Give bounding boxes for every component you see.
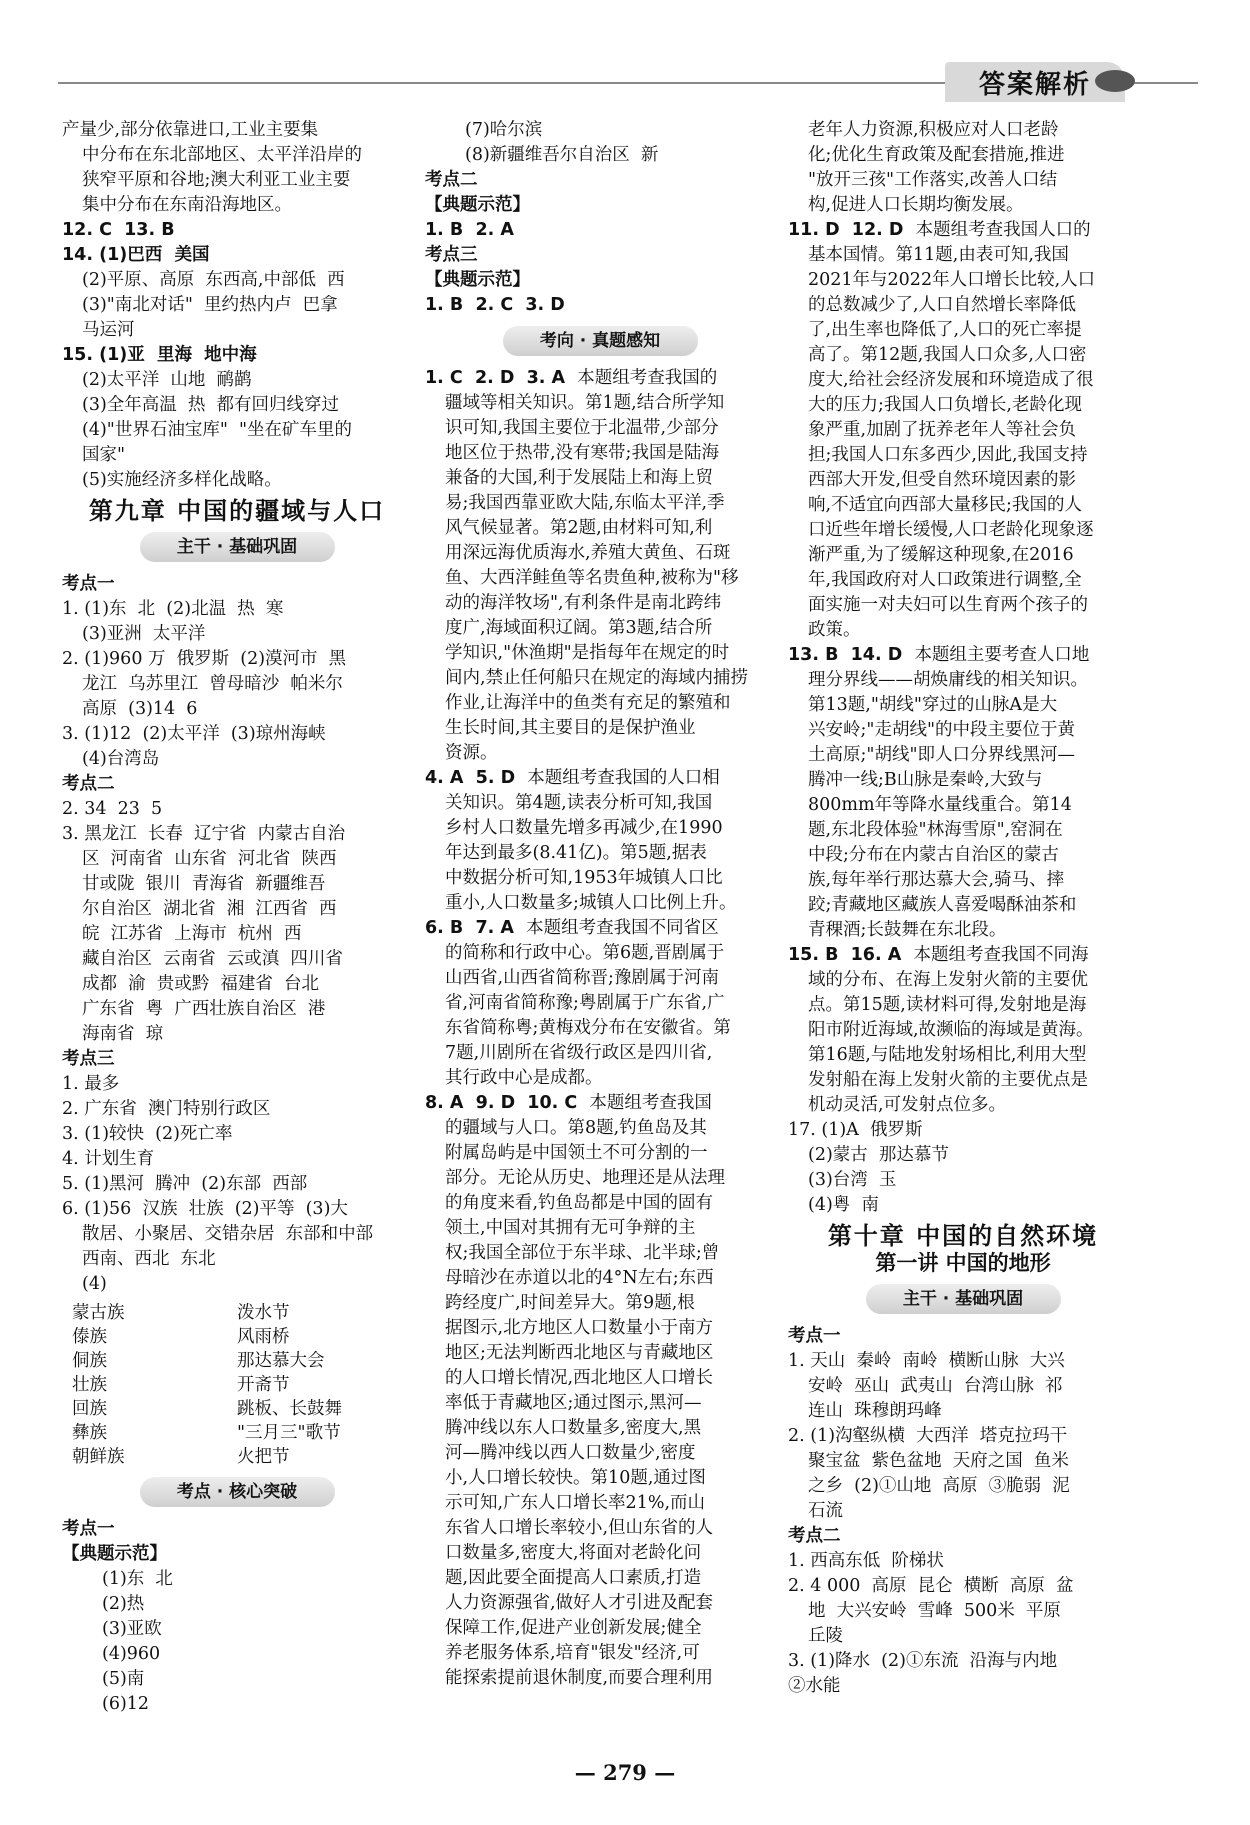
text-line: 7题,川剧所在省级行政区是四川省,: [445, 1043, 713, 1063]
text-line: 的疆域与人口。第8题,钓鱼岛及其: [445, 1118, 707, 1138]
text-line: 关知识。第4题,读表分析可知,我国: [445, 793, 713, 813]
text-line: 山西省,山西省简称晋;豫剧属于河南: [445, 968, 719, 988]
text-line: 人力资源强省,做好人才引进及配套: [445, 1593, 714, 1613]
text-line: 地区;无法判断西北地区与青藏地区: [445, 1343, 714, 1363]
text-line: 回族: [72, 1399, 107, 1419]
text-line: 易;我国西靠亚欧大陆,东临太平洋,季: [445, 493, 725, 513]
text-line: "三月三"歌节: [237, 1423, 341, 1443]
text-line: 风雨桥: [237, 1327, 290, 1347]
section-banner: 主干 · 基础巩固: [140, 532, 335, 562]
kaodian-2-heading: 考点二: [425, 170, 478, 190]
column-2: [425, 118, 775, 1691]
text-line: 连山 珠穆朗玛峰: [808, 1401, 942, 1421]
text-line: (3)台湾 玉: [808, 1170, 897, 1190]
text-line: 火把节: [237, 1447, 290, 1467]
text-line: 示可知,广东人口增长率21%,而山: [445, 1493, 706, 1513]
text-line: 17. (1)A 俄罗斯: [788, 1120, 923, 1140]
text-line: 15. (1)亚 里海 地中海: [62, 345, 257, 365]
text-line: 中段;分布在内蒙古自治区的蒙古: [808, 845, 1059, 865]
text-line: 之乡 (2)①山地 高原 ③脆弱 泥: [808, 1476, 1070, 1496]
text-line: (4)960: [102, 1644, 161, 1664]
c2-top: [425, 118, 775, 168]
kaodian-3-answer: 1. B 2. C 3. D: [425, 295, 565, 315]
text-line: 2. 4 000 高原 昆仑 横断 高原 盆: [788, 1576, 1074, 1596]
text-line: (2)蒙古 那达慕节: [808, 1145, 949, 1165]
text-line: (4)粤 南: [808, 1195, 879, 1215]
text-line: 3. (1)较快 (2)死亡率: [62, 1124, 233, 1144]
text-line: 甘或陇 银川 青海省 新疆维吾: [82, 874, 326, 894]
text-line: 象严重,加剧了抚养老年人等社会负: [808, 420, 1077, 440]
text-line: 学知识,"休渔期"是指每年在规定的时: [445, 643, 730, 663]
section-banner: 主干 · 基础巩固: [866, 1284, 1061, 1314]
text-line: 间内,禁止任何船只在规定的海域内捕捞: [445, 668, 749, 688]
text-line: 年,我国政府对人口政策进行调整,全: [808, 570, 1082, 590]
kaodian-2-heading: 考点二: [788, 1526, 841, 1546]
text-line: 2. 34 23 5: [62, 799, 163, 819]
text-line: 6. (1)56 汉族 壮族 (2)平等 (3)大: [62, 1199, 348, 1219]
text-line: 中数据分析可知,1953年城镇人口比: [445, 868, 723, 888]
text-line: 生长时间,其主要目的是保护渔业: [445, 718, 696, 738]
text-line: 800mm年等降水量线重合。第14: [808, 795, 1072, 815]
text-line: 3. (1)12 (2)太平洋 (3)琼州海峡: [62, 724, 326, 744]
text-line: 成都 渝 贵或黔 福建省 台北: [82, 974, 320, 994]
text-line: 朝鲜族: [72, 1447, 125, 1467]
text-line: 领土,中国对其拥有无可争辩的主: [445, 1218, 696, 1238]
kaodian-1-answers: [62, 597, 412, 772]
text-line: 化;优化生育政策及配套措施,推进: [808, 145, 1065, 165]
text-line: 藏自治区 云南省 云或滇 四川省: [82, 949, 343, 969]
match-left-column: [72, 1301, 125, 1469]
text-line: 附属岛屿是中国领土不可分割的一: [445, 1143, 708, 1163]
text-line: 那达慕大会: [237, 1351, 325, 1371]
text-line: 风气候显著。第2题,由材料可知,利: [445, 518, 713, 538]
text-line: 老年人力资源,积极应对人口老龄: [808, 120, 1059, 140]
text-line: (2)平原、高原 东西高,中部低 西: [82, 270, 345, 290]
text-line: 彝族: [72, 1423, 107, 1443]
text-line: 政策。: [808, 620, 861, 640]
text-line: 构,促进人口长期均衡发展。: [808, 195, 1024, 215]
text-line: 狭窄平原和谷地;澳大利亚工业主要: [82, 170, 351, 190]
text-line: "放开三孩"工作落实,改善人口结: [808, 170, 1058, 190]
text-line: 率低于青藏地区;通过图示,黑河—: [445, 1393, 702, 1413]
text-line: 兼备的大国,利于发展陆上和海上贸: [445, 468, 714, 488]
text-line: 小,人口增长较快。第10题,通过图: [445, 1468, 706, 1488]
text-line: 尔自治区 湖北省 湘 江西省 西: [82, 899, 337, 919]
text-line: 据图示,北方地区人口数量小于南方: [445, 1318, 714, 1338]
text-line: 点。第15题,读材料可得,发射地是海: [808, 995, 1087, 1015]
text-line: (3)"南北对话" 里约热内卢 巴拿: [82, 295, 338, 315]
text-line: 作业,让海洋中的鱼类有充足的繁殖和: [445, 693, 731, 713]
kaodian-1-answers: [788, 1349, 1138, 1524]
text-line: 资源。: [445, 743, 498, 763]
text-line: 东省人口增长率较小,但山东省的人: [445, 1518, 714, 1538]
text-line: 保障工作,促进产业创新发展;健全: [445, 1618, 702, 1638]
text-line: 1. 最多: [62, 1074, 120, 1094]
text-line: 区 河南省 山东省 河北省 陕西: [82, 849, 337, 869]
text-line: 散居、小聚居、交错杂居 东部和中部: [82, 1224, 374, 1244]
text-line: 泼水节: [237, 1303, 290, 1323]
text-line: 2021年与2022年人口增长比较,人口: [808, 270, 1096, 290]
kaodian-2-answers: [62, 797, 412, 1047]
text-line: 西南、西北 东北: [82, 1249, 216, 1269]
text-line: 3. 黑龙江 长春 辽宁省 内蒙古自治: [62, 824, 346, 844]
text-line: 鱼、大西洋鲑鱼等名贵鱼种,被称为"移: [445, 568, 739, 588]
text-line: 省,河南省简称豫;粤剧属于广东省,广: [445, 993, 725, 1013]
kaodian-1-heading: 考点一: [62, 574, 115, 594]
text-line: 8. A 9. D 10. C 本题组考查我国: [425, 1093, 712, 1113]
text-line: 2. (1)沟壑纵横 大西洋 塔克拉玛干: [788, 1426, 1068, 1446]
kaodian-heading: 考点一: [62, 1519, 115, 1539]
text-line: 15. B 16. A 本题组考查我国不同海: [788, 945, 1089, 965]
text-line: 皖 江苏省 上海市 杭州 西: [82, 924, 302, 944]
lecture-1-title: 第一讲 中国的地形: [875, 1251, 1051, 1275]
text-line: 2. (1)960 万 俄罗斯 (2)漠河市 黑: [62, 649, 347, 669]
text-line: 国家": [82, 445, 126, 465]
section-banner-exam: 考向 · 真题感知: [503, 326, 698, 356]
text-line: 5. (1)黑河 腾冲 (2)东部 西部: [62, 1174, 308, 1194]
text-line: (2)热: [102, 1594, 145, 1614]
text-line: 1. C 2. D 3. A 本题组考查我国的: [425, 368, 718, 388]
text-line: (1)东 北: [102, 1569, 173, 1589]
text-line: (4)"世界石油宝库" "坐在矿车里的: [82, 420, 353, 440]
text-line: (3)全年高温 热 都有回归线穿过: [82, 395, 340, 415]
text-line: (8)新疆维吾尔自治区 新: [465, 145, 659, 165]
text-line: 高原 (3)14 6: [82, 699, 198, 719]
text-line: 腾冲一线;B山脉是秦岭,大致与: [808, 770, 1043, 790]
text-line: 阳市附近海域,故濒临的海域是黄海。: [808, 1020, 1094, 1040]
text-line: 机动灵活,可发射点位多。: [808, 1095, 1007, 1115]
text-line: 开斋节: [237, 1375, 290, 1395]
text-line: 乡村人口数量先增多再减少,在1990: [445, 818, 723, 838]
publisher-logo-icon: [1095, 70, 1135, 92]
text-line: 跨经度广,时间差异大。第9题,根: [445, 1293, 695, 1313]
text-line: 14. (1)巴西 美国: [62, 245, 210, 265]
text-line: 大的压力;我国人口负增长,老龄化现: [808, 395, 1082, 415]
text-line: 口数量多,密度大,将面对老龄化问: [445, 1543, 702, 1563]
text-line: 用深远海优质海水,养殖大黄鱼、石斑: [445, 543, 731, 563]
text-line: 疆域等相关知识。第1题,结合所学知: [445, 393, 725, 413]
text-line: 石流: [808, 1501, 843, 1521]
chapter-10-title: 第十章 中国的自然环境: [827, 1222, 1099, 1250]
text-line: 高了。第12题,我国人口众多,人口密: [808, 345, 1087, 365]
text-line: 海南省 琼: [82, 1024, 164, 1044]
text-line: 地 大兴安岭 雪峰 500米 平原: [808, 1601, 1061, 1621]
text-line: 度广,海域面积辽阔。第3题,结合所: [445, 618, 713, 638]
text-line: 基本国情。第11题,由表可知,我国: [808, 245, 1069, 265]
text-line: 4. A 5. D 本题组考查我国的人口相: [425, 768, 720, 788]
text-line: (6)12: [102, 1694, 150, 1714]
text-line: (3)亚欧: [102, 1619, 162, 1639]
example-answers: [62, 1567, 412, 1717]
kaodian-2-answers: [788, 1549, 1138, 1699]
text-line: (2)太平洋 山地 鸸鹋: [82, 370, 252, 390]
text-line: 题,东北段体验"林海雪原",窑洞在: [808, 820, 1063, 840]
text-line: 4. 计划生育: [62, 1149, 155, 1169]
text-line: 了,出生率也降低了,人口的死亡率提: [808, 320, 1082, 340]
ethnic-festival-matching: [72, 1301, 342, 1469]
text-line: 土高原;"胡线"即人口分界线黑河—: [808, 745, 1075, 765]
text-line: 丘陵: [808, 1626, 843, 1646]
text-line: 权;我国全部位于东半球、北半球;曾: [445, 1243, 720, 1263]
example-label: 【典题示范】: [62, 1544, 167, 1564]
text-line: 题,因此要全面提高人口素质,打造: [445, 1568, 702, 1588]
text-line: 第13题,"胡线"穿过的山脉A是大: [808, 695, 1058, 715]
c1-top: [62, 118, 412, 218]
text-line: 马运河: [82, 320, 135, 340]
header-title: 答案解析: [945, 62, 1125, 102]
text-line: 的人口增长情况,西北地区人口增长: [445, 1368, 714, 1388]
text-line: 面实施一对夫妇可以生育两个孩子的: [808, 595, 1088, 615]
text-line: 地区位于热带,没有寒带;我国是陆海: [445, 443, 719, 463]
text-line: 2. 广东省 澳门特别行政区: [62, 1099, 271, 1119]
text-line: (7)哈尔滨: [465, 120, 543, 140]
text-line: 6. B 7. A 本题组考查我国不同省区: [425, 918, 719, 938]
text-line: (3)亚洲 太平洋: [82, 624, 206, 644]
text-line: 3. (1)降水 (2)①东流 沿海与内地: [788, 1651, 1058, 1671]
kaodian-3-answers: [62, 1072, 412, 1297]
text-line: 其行政中心是成都。: [445, 1068, 603, 1088]
text-line: 识可知,我国主要位于北温带,少部分: [445, 418, 719, 438]
text-line: (4): [82, 1274, 107, 1294]
exam-explanations: [425, 366, 775, 1691]
text-line: 理分界线——胡焕庸线的相关知识。: [808, 670, 1088, 690]
text-line: 1. 西高东低 阶梯状: [788, 1551, 944, 1571]
kaodian-3-heading: 考点三: [62, 1049, 115, 1069]
text-line: 腾冲线以东人口数量多,密度大,黑: [445, 1418, 702, 1438]
text-line: 东省简称粤;黄梅戏分布在安徽省。第: [445, 1018, 731, 1038]
text-line: 重小,人口数量多;城镇人口比例上升。: [445, 893, 737, 913]
kaodian-2-answer: 1. B 2. A: [425, 220, 514, 240]
text-line: 蒙古族: [72, 1303, 125, 1323]
text-line: 中分布在东北部地区、太平洋沿岸的: [82, 145, 362, 165]
text-line: (4)台湾岛: [82, 749, 160, 769]
text-line: 河—腾冲线以西人口数量少,密度: [445, 1443, 696, 1463]
text-line: 壮族: [72, 1375, 107, 1395]
kaodian-1-heading: 考点一: [788, 1326, 841, 1346]
text-line: 11. D 12. D 本题组考查我国人口的: [788, 220, 1091, 240]
kaodian-2-heading: 考点二: [62, 774, 115, 794]
text-line: 域的分布、在海上发射火箭的主要优: [808, 970, 1088, 990]
chapter-9-title: 第九章 中国的疆域与人口: [88, 497, 386, 525]
text-line: 动的海洋牧场",有利条件是南北跨纬: [445, 593, 722, 613]
text-line: 部分。无论从历史、地理还是从法理: [445, 1168, 725, 1188]
column-3: [788, 118, 1138, 1699]
answer-15: [62, 343, 412, 493]
text-line: 广东省 粤 广西壮族自治区 港: [82, 999, 326, 1019]
text-line: 13. B 14. D 本题组主要考查人口地: [788, 645, 1090, 665]
match-right-column: [237, 1301, 342, 1469]
text-line: 度大,给社会经济发展和环境造成了很: [808, 370, 1094, 390]
text-line: 龙江 乌苏里江 曾母暗沙 帕米尔: [82, 674, 343, 694]
text-line: 跳板、长鼓舞: [237, 1399, 342, 1419]
page-number: — 279 —: [574, 1760, 676, 1785]
example-label: 【典题示范】: [425, 195, 530, 215]
text-line: 青稞酒;长鼓舞在东北段。: [808, 920, 1007, 940]
c3-explanations: [788, 118, 1138, 1218]
text-line: 产量少,部分依靠进口,工业主要集: [62, 120, 319, 140]
text-line: 第16题,与陆地发射场相比,利用大型: [808, 1045, 1087, 1065]
text-line: (5)南: [102, 1669, 145, 1689]
text-line: 兴安岭;"走胡线"的中段主要位于黄: [808, 720, 1075, 740]
text-line: 年达到最多(8.41亿)。第5题,据表: [445, 843, 707, 863]
text-line: 族,每年举行那达慕大会,骑马、摔: [808, 870, 1065, 890]
text-line: 跤;青藏地区藏族人喜爱喝酥油茶和: [808, 895, 1077, 915]
text-line: (5)实施经济多样化战略。: [82, 470, 282, 490]
example-label-2: 【典题示范】: [425, 270, 530, 290]
text-line: ②水能: [788, 1676, 841, 1696]
section-banner-core: 考点 · 核心突破: [140, 1477, 335, 1507]
text-line: 响,不适宜向西部大量移民;我国的人: [808, 495, 1082, 515]
text-line: 的总数减少了,人口自然增长率降低: [808, 295, 1077, 315]
text-line: 的角度来看,钓鱼岛都是中国的固有: [445, 1193, 714, 1213]
text-line: 1. 天山 秦岭 南岭 横断山脉 大兴: [788, 1351, 1065, 1371]
text-line: 渐严重,为了缓解这种现象,在2016: [808, 545, 1074, 565]
text-line: 集中分布在东南沿海地区。: [82, 195, 292, 215]
text-line: 的简称和行政中心。第6题,晋剧属于: [445, 943, 725, 963]
text-line: 1. (1)东 北 (2)北温 热 寒: [62, 599, 284, 619]
text-line: 担;我国人口东多西少,因此,我国支持: [808, 445, 1088, 465]
text-line: 聚宝盆 紫色盆地 天府之国 鱼米: [808, 1451, 1069, 1471]
text-line: 侗族: [72, 1351, 107, 1371]
text-line: 安岭 巫山 武夷山 台湾山脉 祁: [808, 1376, 1063, 1396]
text-line: 养老服务体系,培育"银发"经济,可: [445, 1643, 700, 1663]
answer-12: 12. C 13. B: [62, 220, 175, 240]
text-line: 口近些年增长缓慢,人口老龄化现象逐: [808, 520, 1094, 540]
text-line: 发射船在海上发射火箭的主要优点是: [808, 1070, 1088, 1090]
kaodian-3-heading: 考点三: [425, 245, 478, 265]
column-1: [62, 118, 412, 1717]
text-line: 能探索提前退休制度,而要合理利用: [445, 1668, 714, 1688]
text-line: 西部大开发,但受自然环境因素的影: [808, 470, 1077, 490]
answer-14: [62, 243, 412, 343]
text-line: 傣族: [72, 1327, 107, 1347]
text-line: 母暗沙在赤道以北的4°N左右;东西: [445, 1268, 714, 1288]
